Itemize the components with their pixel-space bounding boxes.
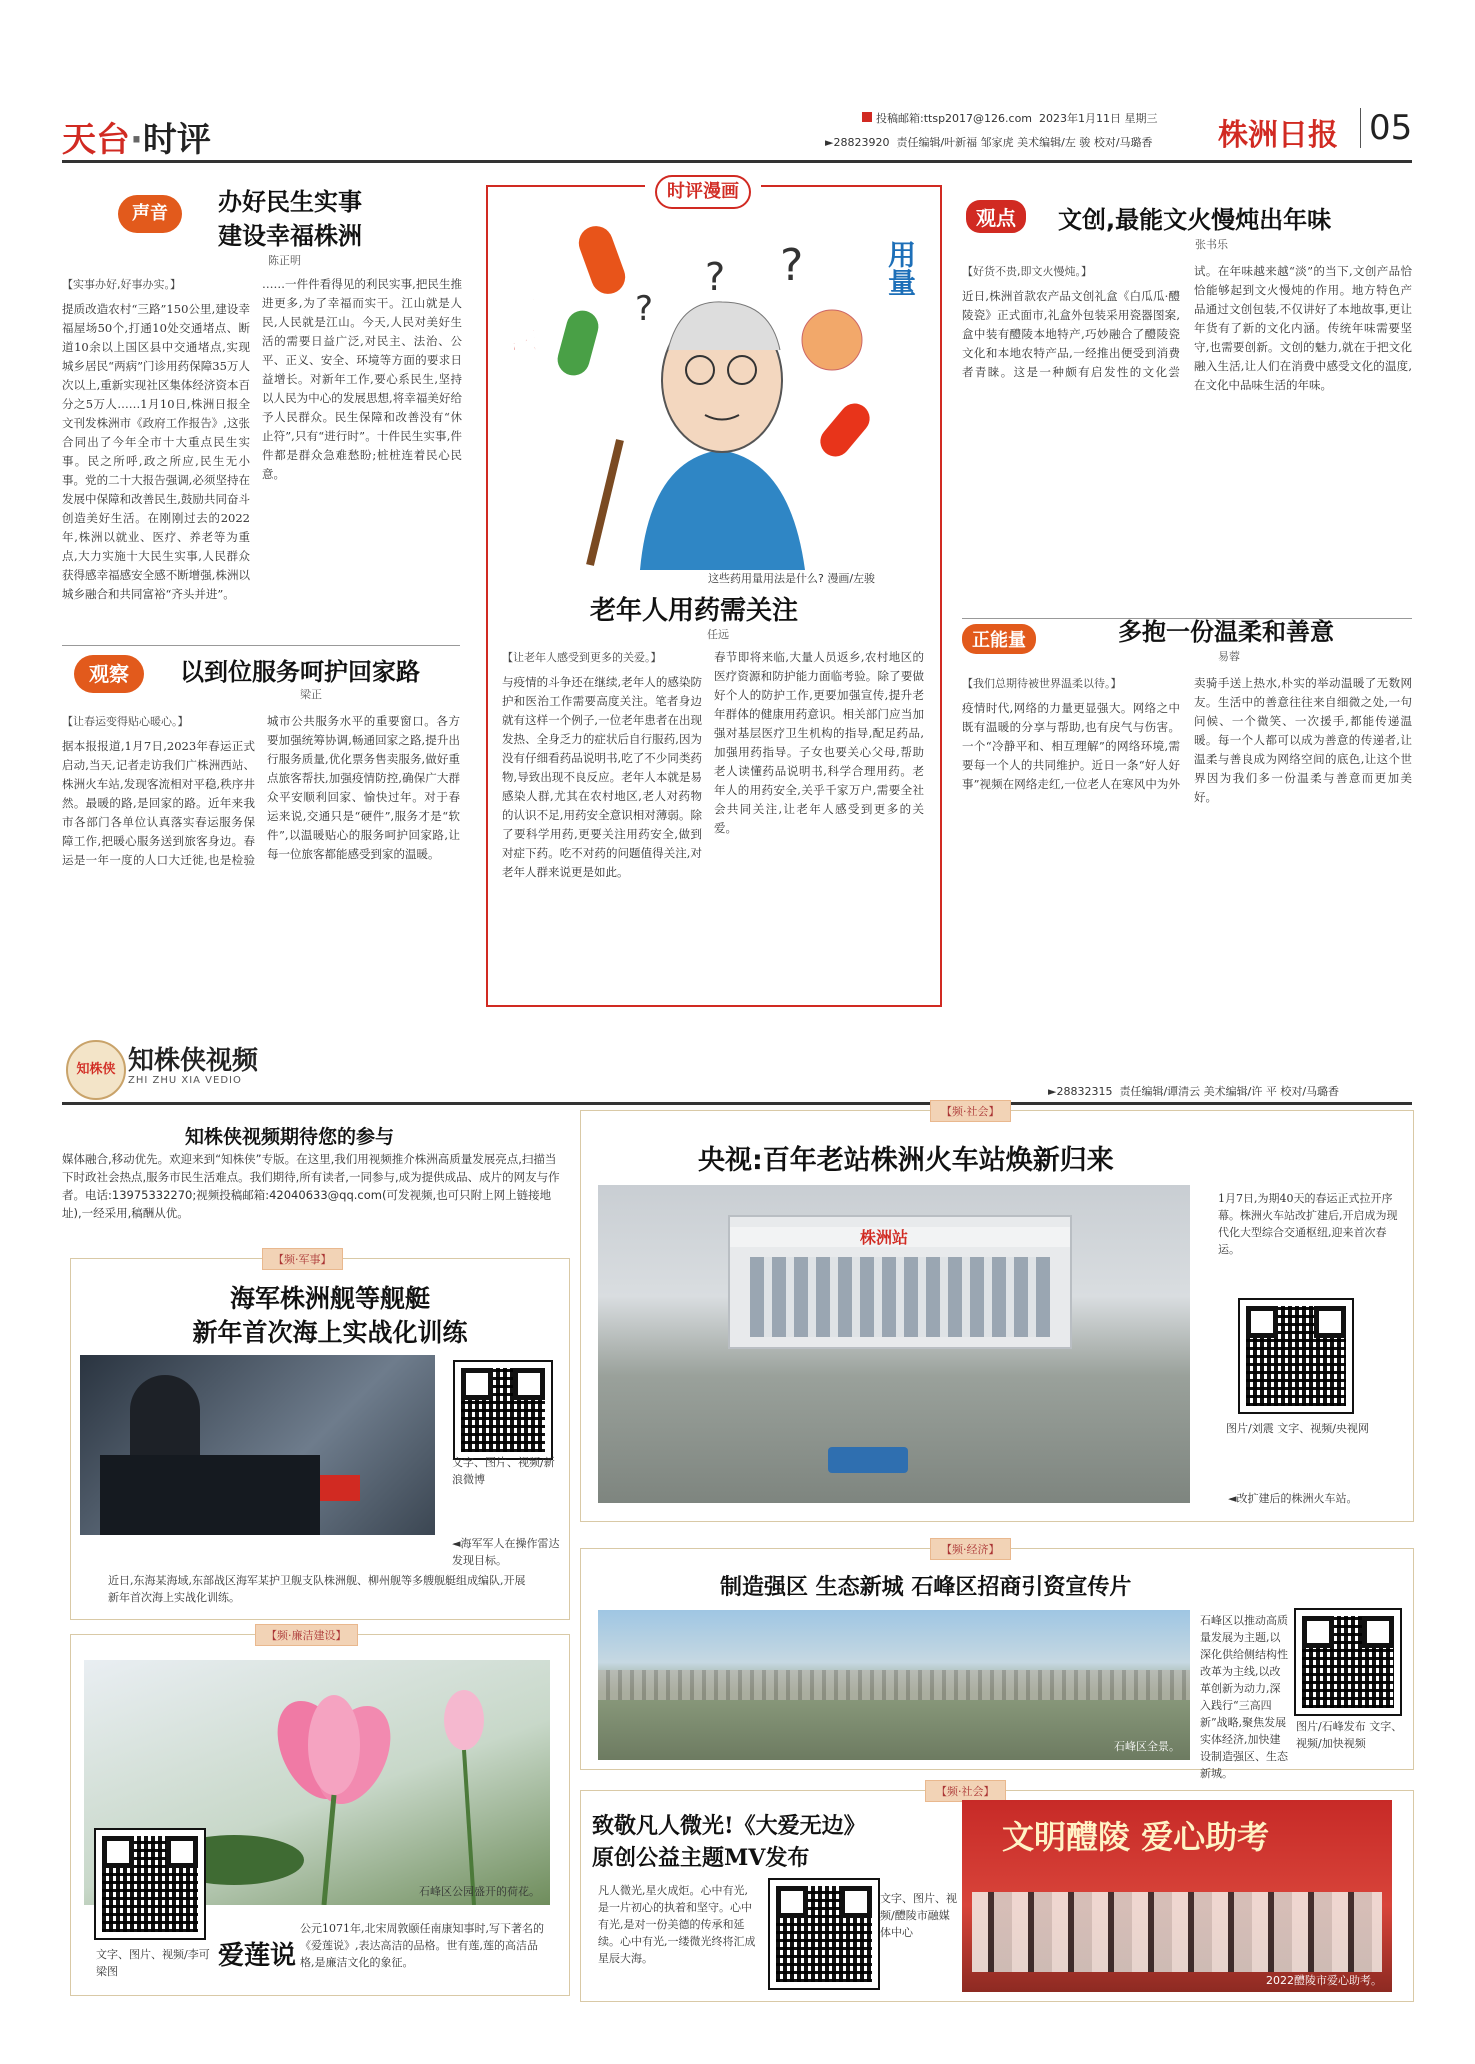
station-building xyxy=(728,1215,1072,1349)
lotus-qr-code[interactable] xyxy=(96,1830,204,1938)
energy-author: 易蓉 xyxy=(1218,650,1240,663)
mv-photo-caption: 2022醴陵市爱心助考。 xyxy=(1266,1974,1382,1987)
viewpoint-lead: 【好货不贵,即文火慢炖。】 xyxy=(962,265,1092,278)
cartoon-header xyxy=(645,175,761,209)
viewpoint-body xyxy=(962,262,1412,607)
viewpoint-author: 张书乐 xyxy=(1195,238,1228,251)
cctv-credit: 图片/刘震 文字、视频/央视网 xyxy=(1226,1422,1369,1435)
title-line-1: 办好民生实事 xyxy=(218,188,362,216)
video-logo-icon: 知株侠 xyxy=(66,1040,126,1100)
cartoon-body xyxy=(640,450,805,570)
header-date: 2023年1月11日 星期三 xyxy=(1039,112,1158,125)
pill-red xyxy=(814,397,876,462)
mv-title-line-2: 原创公益主题MV发布 xyxy=(592,1845,810,1871)
body-text: 近日,株洲首款农产品文创礼盒《白瓜瓜·醴陵瓷》正式面市,礼盒外包装采用瓷器图案,盒中装有醴陵本地特产,巧妙融合了醴陵瓷文化和本地农特产品,一经推出便受到消费者青睐。这是一种颇有启发性的文化尝试。在年味越来越“淡”的当下,文创产品恰恰能够起到文火慢炖的作用。地方特色产品通过文创包装,不仅讲好了本地故事,更让年货有了新的文化内涵。传统年味需要坚守,也需要创新。文创的魅力,就在于把文化融入生活,让人们在消费中感受文化的温度,在文化中品味生活的年味。 xyxy=(962,264,1412,392)
article-body-col1 xyxy=(62,275,250,637)
energy-badge xyxy=(962,624,1036,654)
lotus-petal xyxy=(308,1695,360,1795)
navy-photo-caption: ◄海军军人在操作雷达发现目标。 xyxy=(452,1537,560,1567)
energy-body xyxy=(962,674,1412,1012)
cartoon-article-title: 老年人用药需关注 xyxy=(590,596,799,626)
body-text: 提质改造农村“三路”150公里,建设幸福屋场50个,打通10处交通堵点、断道10余以上国区县中交通堵点,实现城乡居民“两病”门诊用药保障35万人次以上,重新实现社区集体经济资本百分之5万人……1月10日,株洲日报全文刊发株洲市《政府工作报告》,这张合同出了今年全市十大重点民生实事。民之所呼,政之所应,民生无小事。党的二十大报告强调,必须坚持在发展中保障和改善民生,鼓励共同奋斗创造美好生活。在刚刚过去的2022年,株洲以就业、医疗、养老等为重点,大力实施十大民生实事,人民群众获得感幸福感安全感不断增强,株洲以城乡融合和共同富裕“齐头并进”。 xyxy=(62,302,250,601)
station-sign: 株洲站 xyxy=(860,1228,909,1247)
invest-qr-code[interactable] xyxy=(1296,1610,1400,1714)
mv-photo[interactable] xyxy=(962,1800,1392,1992)
video-logo-text: 知株侠视频 xyxy=(128,1046,259,1076)
lead: 【实事办好,好事办实。】 xyxy=(62,278,181,291)
video-header-rule xyxy=(62,1102,1412,1105)
navy-title-line-2: 新年首次海上实战化训练 xyxy=(192,1318,468,1347)
crowd-figures xyxy=(972,1892,1382,1972)
navy-tag: 【频·军事】 xyxy=(262,1248,343,1270)
voice-badge xyxy=(118,195,182,233)
header-phone: ►28823920 xyxy=(825,136,890,149)
invest-photo-caption: 石峰区全景。 xyxy=(1114,1740,1180,1753)
observe-lead: 【让春运变得贴心暖心。】 xyxy=(62,715,189,728)
invest-photo[interactable] xyxy=(598,1610,1190,1760)
article-title xyxy=(218,185,362,253)
author: 陈正明 xyxy=(268,254,301,267)
question-mark: ? xyxy=(780,240,804,291)
cartoon-label-right: 用量 xyxy=(884,240,917,296)
navy-photo[interactable] xyxy=(80,1355,435,1535)
cartoon-author: 任远 xyxy=(707,628,729,641)
question-mark: ? xyxy=(705,255,726,299)
observe-author: 梁正 xyxy=(300,688,322,701)
mv-credit: 文字、图片、视频/醴陵市融媒体中心 xyxy=(880,1892,957,1939)
pill-orange xyxy=(574,221,630,298)
header-editor-list: 责任编辑/叶新福 邹家虎 美术编辑/左 骏 校对/马璐香 xyxy=(896,136,1153,149)
pill-green xyxy=(554,307,602,379)
body-text: 春节即将来临,大量人员返乡,农村地区的医疗资源和防护能力面临考验。除了要做好个人的防护工作,更要加强宣传,提升老年群体的健康用药意识。相关部门应当加强对基层医疗卫生机构的指导,配足药品,加强用药指导。子女也要关心父母,帮助老人读懂药品说明书,科学合理用药。老年人的用药安全,关乎千家万户,需要全社会共同关注,让老年人感受到更多的关爱。 xyxy=(714,650,924,835)
cartoon-lead: 【让老年人感受到更多的关爱。】 xyxy=(502,651,662,664)
cartoon-badge: 时评漫画 xyxy=(655,175,751,209)
viewpoint-badge xyxy=(966,200,1026,233)
cctv-qr-code[interactable] xyxy=(1240,1300,1352,1412)
lotus-title: 爱莲说 xyxy=(218,1941,297,1971)
mv-banner: 文明醴陵 爱心助考 xyxy=(1002,1818,1270,1856)
navy-body: 近日,东海某海域,东部战区海军某护卫舰支队株洲舰、柳州舰等多艘舰艇组成编队,开展新年首次海上实战化训练。 xyxy=(108,1574,526,1604)
section-sep: · xyxy=(130,120,143,160)
body-text: 与疫情的斗争还在继续,老年人的感染防护和医治工作需要高度关注。笔者身边就有这样一个例子,一位老年患者在出现发热、全身乏力的症状后自行服药,因为没有仔细看药品说明书,吃了不少同类药物,导致出现不良反应。老年人本就是易感染人群,尤其在农村地区,老人对药物的认识不足,用药安全意识相对薄弱。除了要科学用药,更要关注用药安全,做到对症下药。吃不对药的问题值得关注,对老年人群来说更是如此。 xyxy=(502,675,702,879)
divider xyxy=(62,645,460,646)
cartoon-caption: 这些药用量用法是什么? 漫画/左骏 xyxy=(708,572,876,585)
body-text: 疫情时代,网络的力量更显强大。网络之中既有温暖的分享与帮助,也有戾气与伤害。一个“冷静平和、相互理解”的网络环境,需要每一个人的共同维护。近日一条“好人好事”视频在网络走红,一位老人在寒风中为外卖骑手送上热水,朴实的举动温暖了无数网友。生活中的善意往往来自细微之处,一句问候、一个微笑、一次援手,都能传递温暖。每一个人都可以成为善意的传递者,让温柔与善良成为网络空间的底色,让这个世界因为我们多一份温柔与善意而更加美好。 xyxy=(962,676,1412,804)
mv-title-line-1: 致敬凡人微光!《大爱无边》 xyxy=(592,1813,866,1839)
station-photo[interactable] xyxy=(598,1185,1190,1503)
sailor-figure xyxy=(130,1375,200,1465)
section-title xyxy=(62,112,211,161)
video-logo-pinyin: ZHI ZHU XIA VEDIO xyxy=(128,1075,242,1086)
cartoon-body-col2 xyxy=(714,648,924,993)
mv-tag: 【频·社会】 xyxy=(925,1780,1006,1802)
pill-round xyxy=(802,310,862,370)
lotus-body: 公元1071年,北宋周敦颐任南康知事时,写下著名的《爱莲说》,表达高洁的品格。世有莲,莲的高洁品格,是廉洁文化的象征。 xyxy=(300,1922,544,1969)
energy-lead: 【我们总期待被世界温柔以待。】 xyxy=(962,677,1122,690)
lotus-credit: 文字、图片、视频/李可梁图 xyxy=(96,1948,210,1978)
invest-tag: 【频·经济】 xyxy=(930,1538,1011,1560)
section-main: 天台 xyxy=(62,120,130,160)
invest-title: 制造强区 生态新城 石峰区招商引资宣传片 xyxy=(720,1574,1132,1600)
cartoon-illustration xyxy=(490,210,935,570)
viewpoint-badge-label: 观点 xyxy=(966,200,1026,233)
video-intro-title: 知株侠视频期待您的参与 xyxy=(185,1126,395,1148)
navy-title xyxy=(150,1282,510,1350)
paper-name: 株洲日报 xyxy=(1218,118,1338,153)
cctv-title: 央视:百年老站株洲火车站焕新归来 xyxy=(698,1145,1114,1176)
title-line-2: 建设幸福株洲 xyxy=(218,222,362,250)
observe-body xyxy=(62,712,460,1012)
console-figure xyxy=(100,1455,320,1535)
energy-title: 多抱一份温柔和善意 xyxy=(1118,618,1334,646)
page-number: 05 xyxy=(1360,108,1412,148)
observe-badge xyxy=(74,655,144,693)
body-text: 据本报报道,1月7日,2023年春运正式启动,当天,记者走访我们广株洲西站、株洲火车站,发现客流相对平稳,秩序井然。最暖的路,是回家的路。近年来我市各部门各单位认真落实春运服务保障工作,把暖心服务送到旅客身边。春运是一年一度的人口大迁徙,也是检验城市公共服务水平的重要窗口。各方要加强统筹协调,畅通回家之路,提升出行服务质量,优化票务售卖服务,做好重点旅客帮扶,加强疫情防控,确保广大群众平安顺利回家、愉快过年。对于春运来说,交通只是“硬件”,服务才是“软件”,以温暖贴心的服务呵护回家路,让每一位旅客都能感受到家的温暖。 xyxy=(62,714,460,867)
cartoon-body-col1 xyxy=(502,648,702,993)
question-mark: ? xyxy=(635,289,654,329)
header-contact: 投稿邮箱:ttsp2017@126.com 2023年1月11日 星期三 xyxy=(862,110,1158,126)
square-icon xyxy=(862,112,872,122)
invest-credit: 图片/石峰发布 文字、视频/加快视频 xyxy=(1296,1720,1403,1750)
observe-badge-label: 观察 xyxy=(74,655,144,693)
cctv-tag: 【频·社会】 xyxy=(930,1100,1011,1122)
header-rule xyxy=(62,160,1412,163)
observe-title: 以到位服务呵护回家路 xyxy=(180,658,420,686)
video-editor-list: 责任编辑/谭清云 美术编辑/许 平 校对/马璐香 xyxy=(1119,1085,1340,1098)
lotus-stem xyxy=(464,1750,474,1905)
video-intro-body: 媒体融合,移动优先。欢迎来到“知株侠”专版。在这里,我们用视频推介株洲高质量发展亮点,扫描当下时政社会热点,服务市民生活难点。我们期待,所有读者,一同参与,成为提供成品、成片的网友与作者。电话:13975332270;视频投稿邮箱:42040633@qq.com(可发视频,也可只附上网上链接地址),一经采用,稿酬从优。 xyxy=(62,1152,560,1220)
voice-badge-label: 声音 xyxy=(118,195,182,233)
lotus-photo-caption: 石峰区公园盛开的荷花。 xyxy=(419,1885,540,1898)
video-phone: ►28832315 xyxy=(1048,1085,1113,1098)
mv-qr-code[interactable] xyxy=(770,1880,878,1988)
city-skyline xyxy=(598,1670,1190,1700)
flag-icon xyxy=(320,1475,360,1501)
cartoon-label-left: 用法 xyxy=(506,296,539,352)
cctv-body: 1月7日,为期40天的春运正式拉开序幕。株洲火车站改扩建后,开启成为现代化大型综合交通枢纽,迎来首次春运。 xyxy=(1218,1192,1398,1256)
station-windows xyxy=(750,1257,1050,1337)
navy-credit: 文字、图片、视频/新浪微博 xyxy=(452,1456,555,1486)
viewpoint-title: 文创,最能文火慢炖出年味 xyxy=(1058,206,1332,234)
cctv-photo-caption: ◄改扩建后的株洲火车站。 xyxy=(1228,1492,1358,1505)
lotus-bud xyxy=(444,1690,484,1750)
header-editors xyxy=(825,134,1153,150)
lotus-stem xyxy=(324,1795,334,1905)
mv-body: 凡人微光,星火成炬。心中有光,是一片初心的执着和坚守。心中有光,是对一份美德的传承和延续。心中有光,一缕微光终将汇成星辰大海。 xyxy=(598,1884,756,1965)
bus-icon xyxy=(828,1447,908,1473)
video-editors xyxy=(1048,1083,1339,1099)
navy-qr-code[interactable] xyxy=(455,1362,551,1458)
body-text: ……一件件看得见的利民实事,把民生推进更多,为了幸福而实干。江山就是人民,人民就是江山。今天,人民对美好生活的需要日益广泛,对民主、法治、公平、正义、安全、环境等方面的要求日益增长。对新年工作,要心系民生,坚持以人民为中心的发展思想,将幸福美好给予人民群众。民生保障和改善没有“休止符”,只有“进行时”。十件民生实事,件件都是群众急难愁盼;桩桩连着民心民意。 xyxy=(262,277,462,481)
article-body-col2 xyxy=(262,275,462,637)
cartoon-hair xyxy=(668,302,780,350)
section-sub: 时评 xyxy=(142,120,211,160)
cartoon-cane xyxy=(590,440,620,565)
energy-badge-label: 正能量 xyxy=(962,624,1036,654)
lotus-tag: 【频·廉洁建设】 xyxy=(255,1624,358,1646)
navy-title-line-1: 海军株洲舰等舰艇 xyxy=(229,1284,430,1313)
mv-title xyxy=(592,1810,866,1874)
invest-body: 石峰区以推动高质量发展为主题,以深化供给侧结构性改革为主线,以改革创新为动力,深入践行“三高四新”战略,聚焦发展实体经济,加快建设制造强区、生态新城。 xyxy=(1200,1614,1288,1780)
